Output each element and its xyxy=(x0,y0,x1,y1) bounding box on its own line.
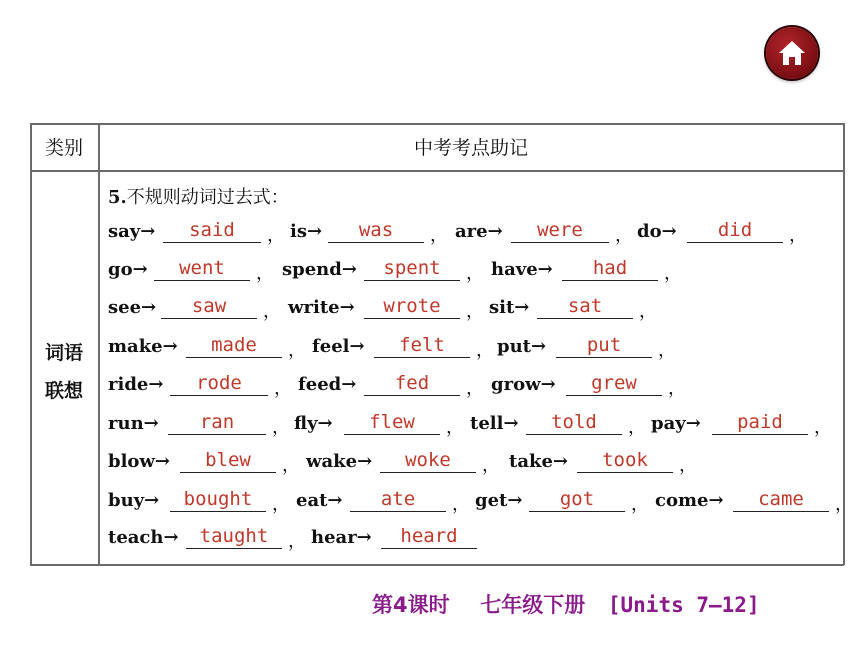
comma: ， xyxy=(256,263,274,284)
answer-text: ate xyxy=(380,488,416,510)
section-heading: 不规则动词过去式： xyxy=(126,187,289,208)
comma: ， xyxy=(814,417,832,438)
verb-base: grow→ xyxy=(491,374,556,395)
answer-text: taught xyxy=(199,525,269,547)
answer-blank[interactable] xyxy=(186,357,282,358)
comma: ， xyxy=(679,455,697,476)
comma: ， xyxy=(668,378,686,399)
answer-text: rode xyxy=(196,372,242,394)
answer-text: felt xyxy=(399,334,445,356)
answer-blank[interactable] xyxy=(712,434,808,435)
section-title xyxy=(108,183,289,209)
comma: ， xyxy=(658,340,676,361)
answer-blank[interactable] xyxy=(687,242,783,243)
verb-base: pay→ xyxy=(651,413,701,434)
answer-text: had xyxy=(592,257,628,279)
comma: ， xyxy=(835,494,853,515)
answer-text: spent xyxy=(383,257,441,279)
answer-blank[interactable] xyxy=(733,511,829,512)
verb-base: take→ xyxy=(509,451,568,472)
answer-blank[interactable] xyxy=(344,434,440,435)
verb-base: make→ xyxy=(108,336,178,357)
answer-text: ran xyxy=(199,411,235,433)
verb-base: tell→ xyxy=(470,413,519,434)
comma: ， xyxy=(288,340,306,361)
answer-blank[interactable] xyxy=(380,472,476,473)
footer-lesson: 第4课时 xyxy=(372,593,450,617)
comma: ， xyxy=(615,225,633,246)
verb-base: feed→ xyxy=(298,374,357,395)
home-icon xyxy=(777,38,807,68)
verb-base: come→ xyxy=(655,490,724,511)
verb-base: write→ xyxy=(288,297,355,318)
verb-base: put→ xyxy=(497,336,547,357)
verb-base: spend→ xyxy=(282,259,357,280)
answer-text: flew xyxy=(369,411,415,433)
answer-text: fed xyxy=(394,372,430,394)
answer-blank[interactable] xyxy=(161,318,257,319)
answer-blank[interactable] xyxy=(154,280,250,281)
comma: ， xyxy=(282,455,300,476)
answer-blank[interactable] xyxy=(364,318,460,319)
answer-blank[interactable] xyxy=(180,472,276,473)
verb-base: see→ xyxy=(108,297,157,318)
answer-text: was xyxy=(358,219,394,241)
comma: ， xyxy=(267,225,285,246)
answer-blank[interactable] xyxy=(170,395,268,396)
comma: ， xyxy=(274,378,292,399)
answer-text: got xyxy=(559,488,595,510)
answer-blank[interactable] xyxy=(168,434,266,435)
comma: ， xyxy=(272,494,290,515)
section-number: 5. xyxy=(108,187,127,208)
answer-text: bought xyxy=(183,488,253,510)
footer-caption xyxy=(372,589,760,619)
verb-base: wake→ xyxy=(306,451,373,472)
comma: ， xyxy=(466,378,484,399)
answer-blank[interactable] xyxy=(350,511,446,512)
header-category: 类别 xyxy=(44,137,83,159)
answer-text: went xyxy=(179,257,225,279)
answer-blank[interactable] xyxy=(566,395,662,396)
answer-text: took xyxy=(602,449,648,471)
answer-blank[interactable] xyxy=(556,357,652,358)
answer-blank[interactable] xyxy=(170,511,266,512)
answer-blank[interactable] xyxy=(364,280,460,281)
answer-text: paid xyxy=(737,411,783,433)
comma: ， xyxy=(288,531,306,552)
comma: ， xyxy=(446,417,464,438)
answer-blank[interactable] xyxy=(526,434,622,435)
answer-blank[interactable] xyxy=(328,242,424,243)
verb-base: go→ xyxy=(108,259,148,280)
verb-base: teach→ xyxy=(108,527,179,548)
comma: ， xyxy=(628,417,646,438)
verb-base: blow→ xyxy=(108,451,171,472)
answer-text: blew xyxy=(205,449,251,471)
comma: ， xyxy=(263,301,281,322)
answer-text: heard xyxy=(400,525,458,547)
verb-base: say→ xyxy=(108,221,156,242)
verb-base: is→ xyxy=(290,221,323,242)
answer-text: said xyxy=(189,219,235,241)
category-cell xyxy=(30,334,98,410)
comma: ， xyxy=(482,455,500,476)
verb-base: are→ xyxy=(455,221,503,242)
verb-base: do→ xyxy=(637,221,677,242)
verb-base: get→ xyxy=(475,490,523,511)
comma: ， xyxy=(452,494,470,515)
answer-text: sat xyxy=(567,295,603,317)
verb-base: ride→ xyxy=(108,374,164,395)
answer-text: wrote xyxy=(383,295,441,317)
answer-text: woke xyxy=(405,449,451,471)
verb-base: hear→ xyxy=(311,527,372,548)
category-line-2: 联想 xyxy=(44,380,83,402)
answer-blank[interactable] xyxy=(562,280,658,281)
comma: ， xyxy=(664,263,682,284)
comma: ， xyxy=(430,225,448,246)
verb-base: sit→ xyxy=(489,297,530,318)
home-button[interactable] xyxy=(766,27,818,79)
comma: ， xyxy=(631,494,649,515)
verb-base: fly→ xyxy=(294,413,333,434)
answer-text: told xyxy=(551,411,597,433)
answer-text: put xyxy=(586,334,622,356)
comma: ， xyxy=(466,263,484,284)
category-line-1: 词语 xyxy=(44,342,83,364)
comma: ， xyxy=(476,340,494,361)
answer-text: grew xyxy=(591,372,637,394)
verb-base: feel→ xyxy=(312,336,365,357)
answer-blank[interactable] xyxy=(511,242,609,243)
comma: ， xyxy=(789,225,807,246)
verb-base: run→ xyxy=(108,413,159,434)
answer-blank[interactable] xyxy=(529,511,625,512)
answer-blank[interactable] xyxy=(577,472,673,473)
answer-blank[interactable] xyxy=(186,548,282,549)
answer-text: did xyxy=(717,219,753,241)
comma: ， xyxy=(639,301,657,322)
answer-text: saw xyxy=(191,295,227,317)
footer-units: [Units 7—12] xyxy=(607,593,760,617)
verb-base: have→ xyxy=(491,259,553,280)
header-topic: 中考考点助记 xyxy=(413,137,528,159)
answer-text: were xyxy=(537,219,583,241)
answer-blank[interactable] xyxy=(537,318,633,319)
answer-text: made xyxy=(211,334,257,356)
comma: ， xyxy=(272,417,290,438)
answer-blank[interactable] xyxy=(364,395,460,396)
comma: ， xyxy=(466,301,484,322)
answer-blank[interactable] xyxy=(163,242,261,243)
answer-blank[interactable] xyxy=(374,357,470,358)
answer-blank[interactable] xyxy=(381,548,477,549)
verb-base: eat→ xyxy=(296,490,343,511)
footer-book: 七年级下册 xyxy=(480,593,586,617)
verb-base: buy→ xyxy=(108,490,160,511)
answer-text: came xyxy=(758,488,804,510)
